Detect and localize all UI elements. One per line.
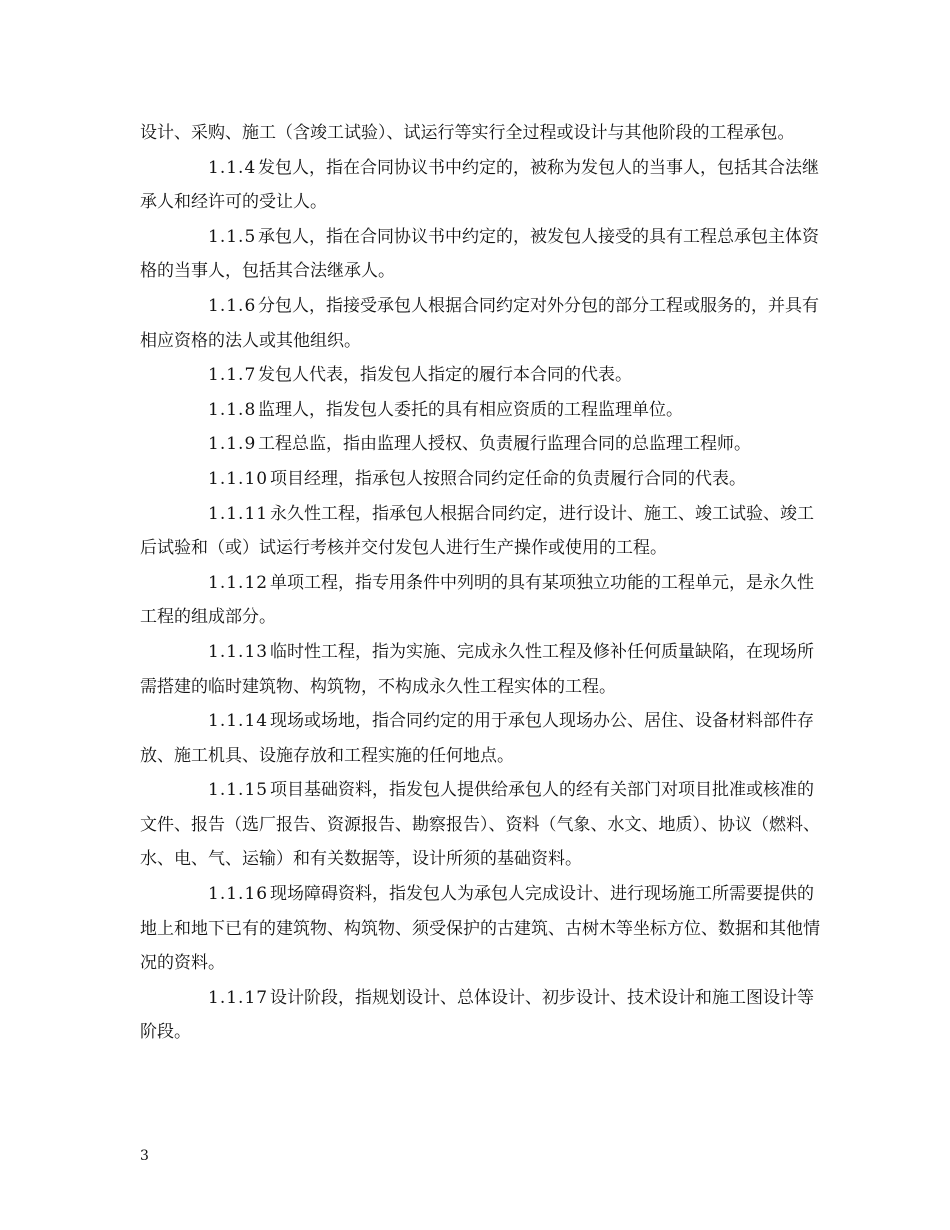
continuation-paragraph: 设计、采购、施工（含竣工试验）、试运行等实行全过程或设计与其他阶段的工程承包。: [140, 123, 795, 143]
clause-number: 1.1.12: [208, 572, 269, 593]
clause-list: [140, 151, 820, 1050]
clause-paragraph: [140, 289, 820, 358]
clause-number: 1.1.14: [208, 711, 269, 732]
clause-paragraph: [140, 566, 820, 635]
clause-paragraph: [140, 981, 820, 1050]
clause-number: 1.1.7: [208, 365, 257, 386]
clause-text: 设计阶段，指规划设计、总体设计、初步设计、技术设计和施工图设计等阶段。: [140, 987, 814, 1043]
clause-paragraph: [140, 393, 820, 428]
clause-number: 1.1.15: [208, 780, 269, 801]
clause-number: 1.1.10: [208, 468, 269, 489]
clause-paragraph: [140, 704, 820, 773]
clause-paragraph: [140, 877, 820, 981]
clause-number: 1.1.17: [208, 987, 269, 1008]
clause-text: 单项工程，指专用条件中列明的具有某项独立功能的工程单元，是永久性工程的组成部分。: [140, 572, 814, 628]
clause-text: 永久性工程，指承包人根据合同约定，进行设计、施工、竣工试验、竣工后试验和（或）试运行考核并交付发包人进行生产操作或使用的工程。: [140, 503, 814, 559]
clause-text: 现场障碍资料，指发包人为承包人完成设计、进行现场施工所需要提供的地上和地下已有的建筑物、构筑物、须受保护的古建筑、古树木等坐标方位、数据和其他情况的资料。: [140, 884, 820, 974]
clause-text: 发包人代表，指发包人指定的履行本合同的代表。: [258, 365, 632, 386]
clause-number: 1.1.4: [208, 157, 257, 178]
clause-paragraph: [140, 773, 820, 877]
clause-paragraph: [140, 151, 820, 220]
clause-paragraph: [140, 358, 820, 393]
clause-number: 1.1.9: [208, 434, 257, 455]
clause-paragraph: [140, 497, 820, 566]
clause-text: 工程总监，指由监理人授权、负责履行监理合同的总监理工程师。: [258, 434, 751, 455]
clause-text: 临时性工程，指为实施、完成永久性工程及修补任何质量缺陷，在现场所需搭建的临时建筑物、构筑物，不构成永久性工程实体的工程。: [140, 641, 814, 697]
clause-number: 1.1.11: [208, 503, 269, 524]
clause-number: 1.1.8: [208, 399, 257, 420]
clause-text: 现场或场地，指合同约定的用于承包人现场办公、居住、设备材料部件存放、施工机具、设施存放和工程实施的任何地点。: [140, 711, 814, 766]
clause-number: 1.1.6: [208, 295, 257, 316]
clause-text: 发包人，指在合同协议书中约定的，被称为发包人的当事人，包括其合法继承人和经许可的受让人。: [140, 157, 819, 213]
clause-number: 1.1.16: [208, 884, 269, 905]
page-number: 3: [140, 1148, 149, 1164]
clause-number: 1.1.5: [208, 226, 257, 247]
clause-paragraph: [140, 220, 820, 289]
document-body: [140, 116, 820, 1050]
clause-paragraph: [140, 427, 820, 462]
clause-text: 分包人，指接受承包人根据合同约定对外分包的部分工程或服务的，并具有相应资格的法人或其他组织。: [140, 295, 819, 351]
clause-number: 1.1.13: [208, 641, 269, 662]
clause-paragraph: [140, 462, 820, 497]
clause-text: 项目经理，指承包人按照合同约定任命的负责履行合同的代表。: [270, 468, 746, 489]
clause-text: 承包人，指在合同协议书中约定的，被发包人接受的具有工程总承包主体资格的当事人，包括其合法继承人。: [140, 226, 819, 282]
clause-text: 项目基础资料，指发包人提供给承包人的经有关部门对项目批准或核准的文件、报告（选厂报告、资源报告、勘察报告）、资料（气象、水文、地质）、协议（燃料、水、电、气、运输）和有关数据等，设计所须的基础资料。: [140, 780, 820, 870]
clause-paragraph: [140, 635, 820, 704]
clause-text: 监理人，指发包人委托的具有相应资质的工程监理单位。: [258, 399, 683, 420]
